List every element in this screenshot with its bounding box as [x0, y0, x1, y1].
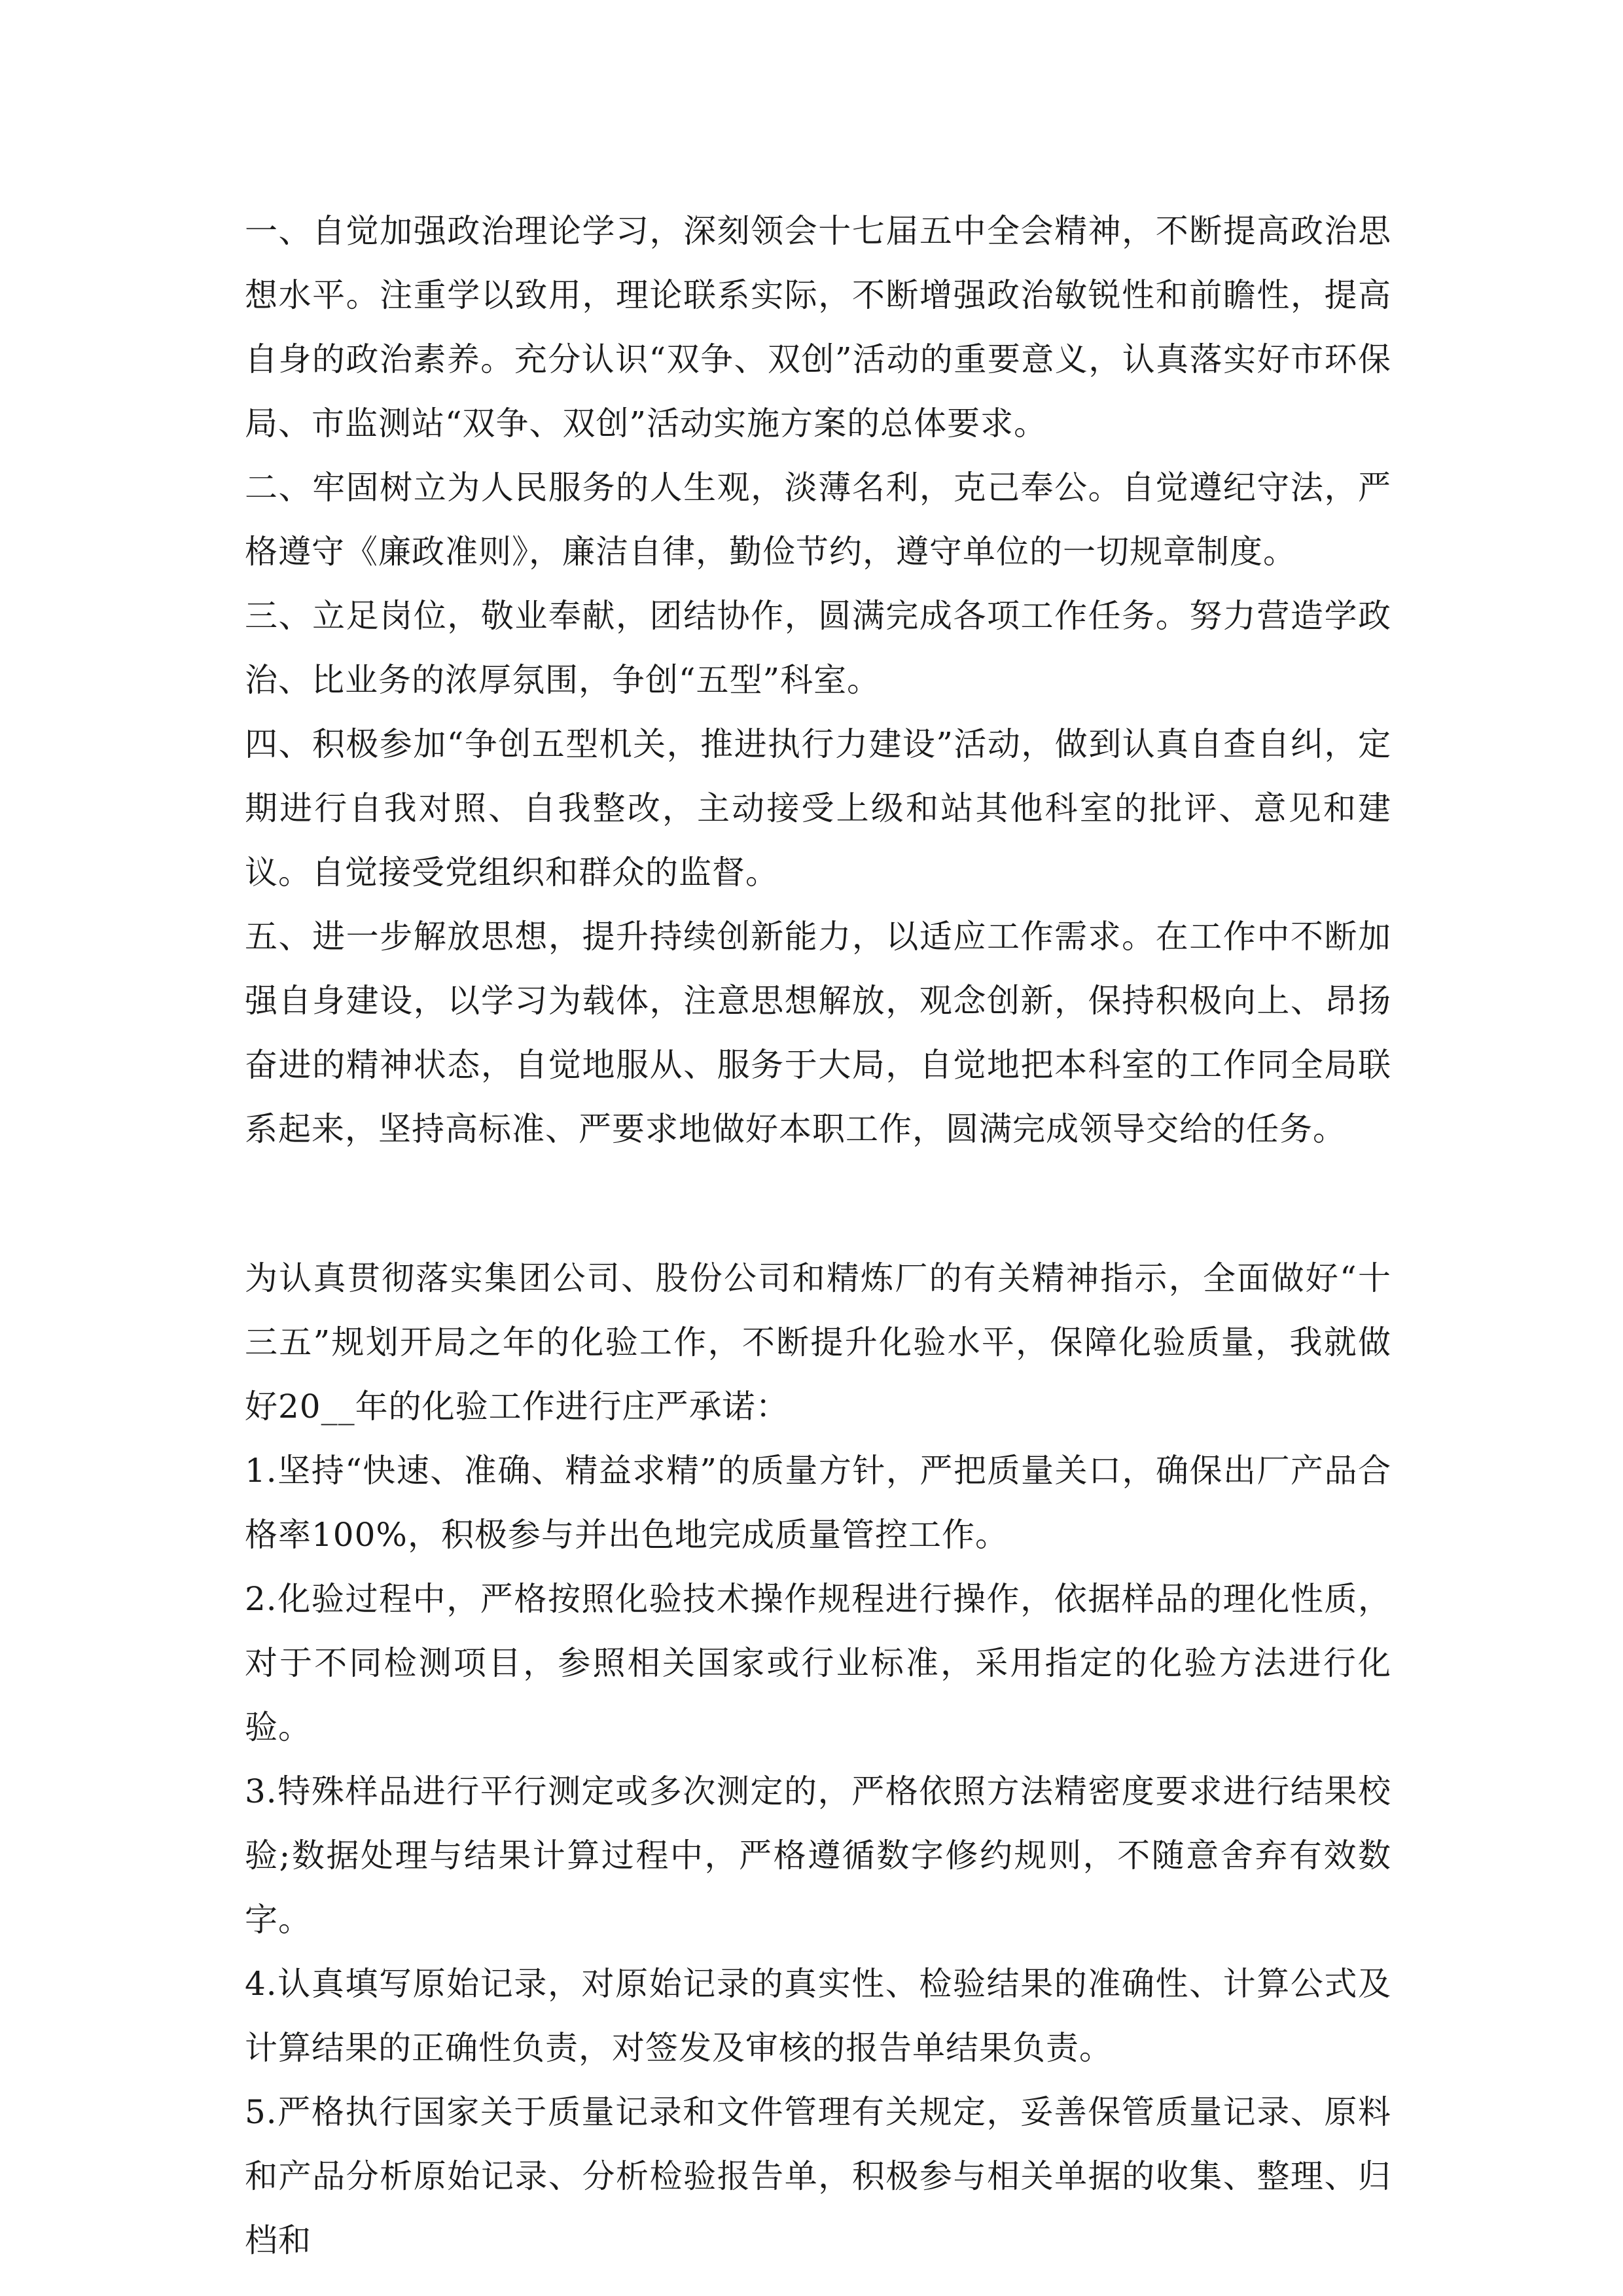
commitment-item-5: 5.严格执行国家关于质量记录和文件管理有关规定，妥善保管质量记录、原料和产品分析原始记录、分析检验报告单，积极参与相关单据的收集、整理、归档和 — [245, 2093, 1391, 2259]
commitment-item-2: 2.化验过程中，严格按照化验技术操作规程进行操作，依据样品的理化性质，对于不同检测项目，参照相关国家或行业标准，采用指定的化验方法进行化验。 — [245, 1580, 1391, 1746]
document-body — [245, 199, 1391, 2272]
intro-paragraph: 为认真贯彻落实集团公司、股份公司和精炼厂的有关精神指示，全面做好“十三五”规划开局之年的化验工作，不断提升化验水平，保障化验质量，我就做好20__年的化验工作进行庄严承诺： — [245, 1259, 1391, 1426]
commitment-item-4: 4.认真填写原始记录，对原始记录的真实性、检验结果的准确性、计算公式及计算结果的正确性负责，对签发及审核的报告单结果负责。 — [245, 1965, 1391, 2067]
paragraph-item-2: 二、牢固树立为人民服务的人生观，淡薄名利，克己奉公。自觉遵纪守法，严格遵守《廉政准则》，廉洁自律，勤俭节约，遵守单位的一切规章制度。 — [245, 469, 1391, 571]
paragraph-item-4: 四、积极参加“争创五型机关，推进执行力建设”活动，做到认真自查自纠，定期进行自我对照、自我整改，主动接受上级和站其他科室的批评、意见和建议。自觉接受党组织和群众的监督。 — [245, 725, 1391, 891]
commitment-item-3: 3.特殊样品进行平行测定或多次测定的，严格依照方法精密度要求进行结果校验;数据处理与结果计算过程中，严格遵循数字修约规则，不随意舍弃有效数字。 — [245, 1772, 1391, 1939]
paragraph-item-1: 一、自觉加强政治理论学习，深刻领会十七届五中全会精神，不断提高政治思想水平。注重学以致用，理论联系实际，不断增强政治敏锐性和前瞻性，提高自身的政治素养。充分认识“双争、双创”活动的重要意义，认真落实好市环保局、市监测站“双争、双创”活动实施方案的总体要求。 — [245, 212, 1391, 442]
paragraph-item-3: 三、立足岗位，敬业奉献，团结协作，圆满完成各项工作任务。努力营造学政治、比业务的浓厚氛围，争创“五型”科室。 — [245, 597, 1391, 699]
paragraph-item-5: 五、进一步解放思想，提升持续创新能力，以适应工作需求。在工作中不断加强自身建设，以学习为载体，注意思想解放，观念创新，保持积极向上、昂扬奋进的精神状态，自觉地服从、服务于大局，自觉地把本科室的工作同全局联系起来，坚持高标准、严要求地做好本职工作，圆满完成领导交给的任务。 — [245, 918, 1391, 1148]
section-divider — [245, 1161, 1391, 1246]
commitment-item-1: 1.坚持“快速、准确、精益求精”的质量方针，严把质量关口，确保出厂产品合格率100%，积极参与并出色地完成质量管控工作。 — [245, 1452, 1391, 1554]
